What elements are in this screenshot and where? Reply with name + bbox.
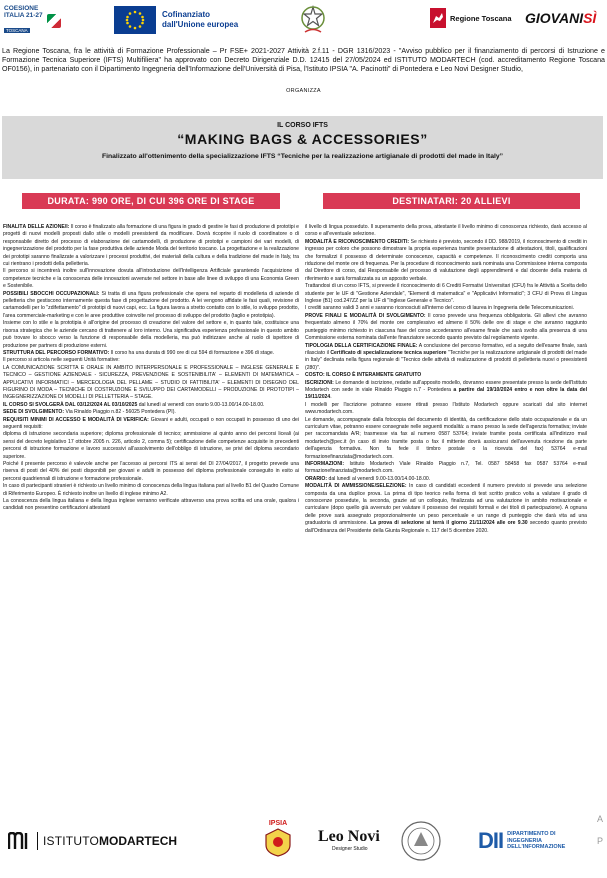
giovanisi-logo [525,10,596,26]
livello-paragraph: il livello di lingua posseduto. Il superamento della prova, attestante il livello minimo di conoscenza richiesto, darà accesso al corso e all'eventuale selezione. [305,224,587,238]
riserva-paragraph: Poiché il presente percorso è valevole anche per l'accesso ai percorsi ITS ai sensi del DI 27/04/2017, il progetto prevede una riserva di posti del 40% dei posti disponibili per giovani e adulti in possesso del diploma professionale conseguito in esito ai percorsi quadriennali di istruzione e formazione professionale. [3,461,299,482]
requisiti-paragraph [3,417,299,432]
domande-paragraph: Le domande, accompagnate dalla fotocopia del documento di identità, da certificazione dello stato occupazionale e da un curriculum vitae, potranno essere consegnate nelle seguenti modalità: a mano presso la sede dell'agenzia formativa; inviate per raccomandata A/R; trasmesse via fax al numero 0587 53764; inviate tramite posta certificata all'indirizzo mail modartech@pec.it (in caso di invio tramite posta o fax il mittente dovrà assicurarsi dell'avvenuta ricezione da parte dell'agenzia formativa. Non fa fede il timbro postale o la ricevuta del fax) 53764 e-mail formazionefinanziata@modartech.com. [305,416,587,460]
finalita-heading: FINALITÀ DELLE AZIONE/I: [3,224,70,230]
sbocchi-text: Si tratta di una figura professionale che opera nel reparto di modelleria di aziende di pelletteria che gestiscono internamente questa fase di progettazione del prodotto. A lei vengono affidate le fasi quali, revisione di cartamodelli per lo "zdifettamento" di prototipi di nuovi capi, ecc. La figura lavora a stretto contatto con lo stile, lo sviluppo prodotto, l'area commerciale-marketing e con le aree produttive coinvolte nel processo di sviluppo del prodotto (taglio e prototipia). [3,290,299,319]
struttura-text: Il corso ha una durata di 990 ore di cui 594 di formazione e 396 di stage. [109,349,275,356]
sede-text: Via Rinaldo Piaggio n.82 - 56025 Pontedera (PI). [64,409,176,416]
eu-line1: Cofinanziato [162,10,210,19]
prove-heading: PROVE FINALI E MODALITÀ DI SVOLGIMENTO: [305,312,426,319]
logo-bar [0,0,607,40]
dii-line1: DIPARTIMENTO DI [507,831,556,838]
modelli-paragraph: I modelli per l'iscrizione potranno essere ritirati presso l'Istituto Modartech oppure scaricati dal sito internet www.modartech.com. [305,401,587,416]
side-fragment [597,808,603,852]
certificazione-text-c: "Tecniche per la realizzazione artigianale di prodotti del made in Italy" declinata nella figura regionale di "Tecnico delle attività di realizzazione di prodotti di pelletteria nuovi o preesistenti (280)". [305,349,587,371]
orario-heading: ORARIO: [305,475,328,482]
intro-paragraph: La Regione Toscana, fra le attività di Formazione Professionale – Pr FSE+ 2021-2027 Attività 2.f.11 - DGR 1316/2023 - "Avviso pubblico per il finanziamento di percorsi di Istruzione e Formazione Tecnica Superiore (IFTS) Multifiliera" ha approvato con Decreto Dirigenziale D.D. 12415 del 27/05/2024 ed ISTITUTO MODARTECH (cod. accreditamento Regione Toscana OF0156), in partenariato con il Dipartimento Ingegneria dell'Informazione dell'Università di Pisa, l'Istituto IPSIA "A. Pacinotti" di Pontedera e Leo Novi Designer Studio, [2,47,605,74]
eu-logo [114,6,238,34]
orario-text: dal lunedì al venerdì 9.00-13.00/14.00-18.00. [327,475,431,482]
stranieri-paragraph: In caso di partecipanti stranieri è richiesto un livello minimo di conoscenza della lingua italiana pari al livello B1 del Quadro Comune di Riferimento Europeo. È richiesto inoltre un livello di inglese minimo A2. [3,483,299,497]
course-type: IL CORSO IFTS [277,122,328,129]
selezione-date: La prova di selezione si terrà il giorno 21/11/2024 alle ore 9.30 [370,520,528,527]
iscrizioni-heading: ISCRIZIONI: [305,379,334,386]
giovani-text: GIOVANI [525,10,584,26]
validita-paragraph: I crediti saranno validi 3 anni e saranno riconosciuti all'interno del corso di laurea in Ingegneria delle Telecomunicazioni. [305,305,575,312]
unita-list: LA COMUNICAZIONE SCRITTA E ORALE IN AMBITO INTERPERSONALE E PROFESSIONALE – INGLESE GENERALE E TECNICO – GESTIONE AZIENDALE - SICUREZZA, PREVENZIONE E SOSTENIBILITA' – ELEMENTI DI MATEMATICA – APPLICATIVI INFORMATICI – MERCEOLOGIA DEL PELLAME – STUDIO DI FATTIBILITA' – ELEMENTI DI DISEGNO DEL FIGURINO DI MODA – TECNICHE DI COSTRUZIONE E SVILUPPO DEI CARTAMODELLI – PRODUZIONE DI PROTOTIPI – INGEGNERIZZAZIONE DI MODELLI DI PELLETTERIA – STAGE. [3,364,299,401]
dii-line3: DELL'INFORMAZIONE [507,844,566,851]
footer-logos [0,818,607,868]
certificazione-heading: TIPOLOGIA DELLA CERTIFICAZIONE FINALE: [305,342,418,349]
costo-heading: COSTO: IL CORSO È INTERAMENTE GRATUITO [305,372,422,379]
leonovi-name: Leo Novi [318,828,380,845]
sede-heading: SEDE DI SVOLGIMENTO: [3,409,65,416]
finalita-paragraph [3,224,299,268]
si-text: SÌ [583,10,597,26]
regione-toscana-text: Regione Toscana [450,13,512,23]
course-specialization: Finalizzato all'ottenimento della specializzazione IFTS “Tecniche per la realizzazione artigianale di prodotti del made in Italy” [101,153,504,160]
struttura-heading: STRUTTURA DEL PERCORSO FORMATIVO: [3,349,110,356]
regione-toscana-logo [430,8,512,28]
coesione-line1: COESIONE [4,5,39,12]
side-letter-p: P [597,836,604,846]
pegasus-icon [430,8,446,28]
ammissione-text-a: In caso di candidati eccedenti il numero previsto si prevede una selezione composta da una duplice prova. La prima di tipo teorico nella forma di test scritto pratico volta a valutare il grado di conoscenze possedute, la seconda, grazie ad un colloquio, finalizzata ad una valutazione in ambito motivazionale e curriculare (dopo quello già avvenuto per valutare il possesso dei requisiti formali e dei titoli di partecipazione). A ognuna delle prove sarà assegnato proporzionalmente un peso percentuale e un range di punteggio che darà vita ad una graduatoria di ammissione. [305,483,587,527]
dii-text: DII [478,828,504,853]
ammissione-heading: MODALITÀ DI AMMISSIONE/SELEZIONE: [305,483,407,490]
requisiti-heading: REQUISITI MINIMI DI ACCESSO E MODALITÀ DI VERIFICA: [3,416,149,423]
ipsia-emblem-icon [263,827,293,857]
certificazione-paragraph [305,343,587,373]
date-heading: IL CORSO SI SVOLGERÀ DAL 03/12/2024 AL 03/10/2025 [3,401,138,408]
struttura-paragraph [3,350,299,357]
certificazione-title: Certificato di specializzazione tecnica superiore [330,349,447,356]
left-column [3,224,299,812]
prove-text: Il corso prevede una frequenza obbligatoria. Gli allievi che avranno frequentato almeno il 70% del monte ore complessivo ed almeno il 50% delle ore di stage e che avranno raggiunto punteggio minimo richiesto in ciascuna fase del corso accederanno all'esame finale che sarà svolto alla presenza di una Commissione esterna nominata dall'ente finanziatore secondo quanto previsto dal regolamento vigente. [305,312,587,342]
sbocchi-paragraph [3,291,299,321]
modartech-m-icon [8,832,32,850]
course-title-box [2,116,603,179]
universita-pisa-seal-icon [400,820,442,862]
ipsia-logo [263,820,293,857]
unita-intro: Il percorso si articola nelle seguenti Unità formative: [3,357,120,364]
coesione-line2: ITALIA 21-27 [4,12,43,19]
coesione-region: TOSCANA [6,28,28,33]
iscrizioni-text-a: Le domande di iscrizione, redatte sull'apposito modello, dovranno essere presentate presso la sede dell'Istituto Modartech con sede in viale Rinaldo Piaggio n.7 - Pontedera [305,379,587,393]
prove-paragraph [305,313,587,343]
organizza-label: ORGANIZZA [286,88,321,94]
informazioni-paragraph [305,461,587,476]
innovazione-paragraph: Il percorso si incentrerà inoltre sull'innovazione dovuta all'introduzione dell'Intelligenza Artificiale garantendo l'acquisizione di competenze tecniche e la conoscenza delle innovazioni avvenute nel settore in base alle linee di sviluppo di una Economia Green e Sostenibile. [3,268,299,290]
costo-paragraph [305,372,587,379]
lingua-paragraph: La conoscenza della lingua italiana e della lingua inglese verranno verificate attraverso una prova scritta ed una orale, qualora i candidati non presentino certificazioni attestanti [3,498,299,512]
eu-line2: dall'Unione europea [162,20,239,29]
leonovi-sub: Designer Studio [332,846,368,852]
finalita-text: Il corso è finalizzato alla formazione di una figura in grado di gestire le fasi di produzione di prototipi e progetti di nuovi modelli proposti dallo stile o modelli preesistenti da modificare. Dovrà ricoprire il ruolo di coordinatore o di responsabile diretto del processo di elaborazione dei cartamodelli, di produzione di prototipi e campioni dei vari modelli, di ingegnerizzazione del prodotto per la fase produttiva delle aziende Moda del territorio toscano. La progettazione e la realizzazione dei prototipi saranno finalizzate a valorizzare i processi produttivi, dei materiali della cultura e della tradizione del made in Italy, tra cui rientrano i prodotti della pelletteria. [3,224,299,268]
durata-banner: DURATA: 990 ORE, DI CUI 396 ORE DI STAGE [22,193,280,209]
prototipia-paragraph: Insieme con lo stile e la prototipia è all'origine del processo di creazione del valore del settore e, in quanto tale, costituisce una risorsa strategica che le aziende cercano di trattenere al loro interno. Una significativa esperienza professionale in questo ambito può trovare lo sbocco verso la funzione di responsabile della modelleria, ma può indirizzare anche al ruolo di ispettore di produzione per partners di produzione esterni. [3,320,299,349]
modartech-name: MODARTECH [99,834,178,848]
cfu-paragraph: Trattandosi di un corso IFTS, si prevede il riconoscimento di 6 Crediti Formativi Universitari (CFU) fra le Attività a Scelta dello studente per le UF di "Gestione Aziendale", "Elementi di matematica" e "Applicativi Informatici"; 3 CFU di Prova di Lingua Inglese (B1) cod.247ZZ per la UF di "Inglese Generale e Tecnico". [305,283,587,305]
sbocchi-heading: POSSIBILI SBOCCHI OCCUPAZIONALI: [3,290,100,297]
sede-paragraph [3,409,299,416]
crediti-text: Se richiesto è previsto, secondo il DD. 988/2019, il riconoscimento di crediti in ingresso per coloro che possono dimostrare la propria esperienza tramite presentazione di attestazioni, titoli, qualificazioni che formalizzi il possesso di determinate conoscenze, capacità e competenze. Il riconoscimento crediti comporta una riduzione del monte ore di frequenza. Per la procedure di riconoscimento sarà nominata una Commissione interna composta dal Direttore di corso, dal Responsabile del processo di valutazione degli apprendimenti e dal docente della materia di riferimento e sarà formalizzata su un apposito verbale. [305,238,587,282]
ammissione-paragraph [305,483,587,535]
destinatari-banner: DESTINATARI: 20 ALLIEVI [323,193,580,209]
ipsia-text: IPSIA [268,820,288,827]
date-text: dal lunedì al venerdì con orario 9.00-13.00/14.00-18.00. [137,401,265,408]
right-column [305,224,587,812]
modartech-logo [8,832,177,850]
date-paragraph [3,402,299,409]
requisiti-text: Giovani e adulti, occupati o non occupati in possesso di uno dei seguenti requisiti: [3,416,299,430]
italy-flag-icon [47,14,61,28]
crediti-paragraph [305,239,587,283]
dii-line2: INGEGNERIA [507,837,542,844]
crediti-heading: MODALITÀ E RICONOSCIMENTO CREDITI: [305,238,410,245]
certificazione-text-a: A conclusione del percorso formativo, ed a seguito dell'esame finale, sarà rilasciato il [305,342,587,356]
titoli-paragraph: diploma di istruzione secondaria superiore; diploma professionale di tecnico; ammissione al quinto anno dei percorsi liceali (ai sensi del decreto legislativo 17 ottobre 2005 n. 226, articolo 2, comma 5); certificazione delle competenze acquisite in precedenti percorsi di istruzione formazione e lavoro successivi all'assolvimento dell'obbligo di istruzione, se privi del diploma secondario superiore. [3,431,299,460]
iscrizioni-text-c: . [330,394,332,401]
coesione-italia-logo [4,6,76,36]
modartech-istituto: ISTITUTO [43,834,100,848]
side-letter-a: A [597,814,604,824]
course-title: “MAKING BAGS & ACCESSORIES” [177,131,428,147]
iscrizioni-deadline: a partire dal 19/10/2024 entro e non oltre la data del 19/11/2024 [305,386,587,401]
informazioni-heading: INFORMAZIONI: [305,461,345,467]
informazioni-text: Istituto Modartech Viale Rinaldo Piaggio n.7, Tel. 0587 58458 fax 0587 53764 e-mail formazionefinanziata@modartech.com. [305,461,587,475]
ammissione-text-c: secondo quanto previsto dall'Ordinanza del Presidente della Giunta Regionale n. 117 del 5 dicembre 2020. [305,520,587,534]
dii-logo [478,828,565,854]
iscrizioni-paragraph [305,380,587,402]
eu-flag-icon [114,6,156,34]
leonovi-logo [318,828,380,852]
italian-republic-emblem-icon [300,5,326,35]
